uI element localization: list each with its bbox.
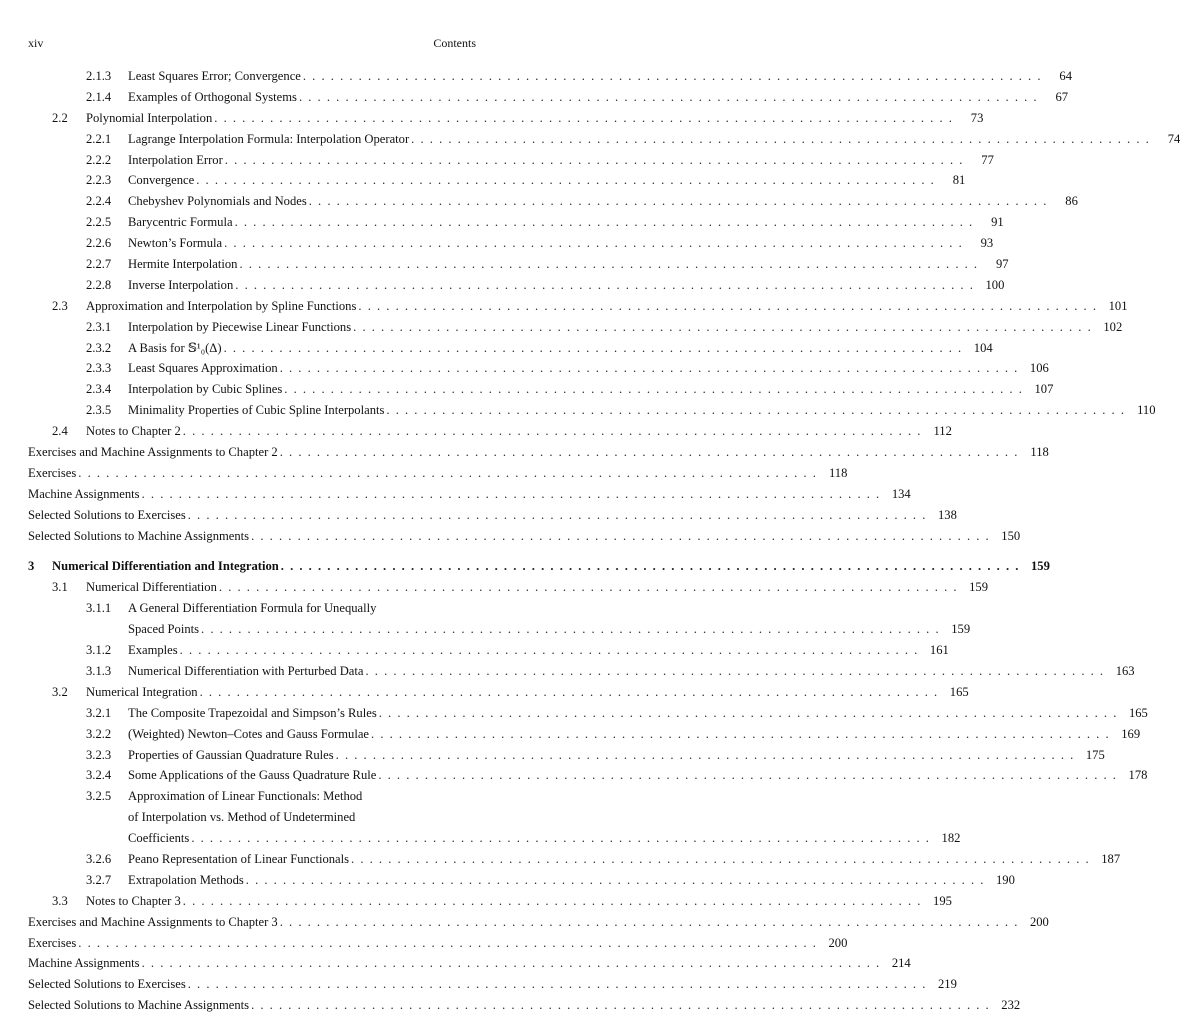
toc-entry-body — [128, 724, 1141, 745]
toc-entry-title: Approximation and Interpolation by Spline Functions — [86, 298, 357, 313]
toc-entry-body — [86, 682, 969, 703]
toc-page-number: 67 — [1055, 89, 1069, 104]
toc-entry — [28, 212, 1004, 233]
toc-page-number: 97 — [995, 257, 1009, 272]
dot-leader: . . . . . . . . . . . . . . . . . . . . . . . . . . . . . . . . . . . . . . . . . . . . . . . . . . . . . . . . . . . . . . . . . . . . . . . . . . . . . . . . — [179, 643, 919, 658]
toc-page-number: 104 — [973, 340, 993, 355]
toc-entry-number: 3.2.3 — [86, 747, 112, 762]
toc-entry-number: 2.2 — [52, 110, 68, 125]
toc-entry-title: A Basis for 𝕊¹₀(Δ) — [128, 340, 222, 355]
dot-leader: . . . . . . . . . . . . . . . . . . . . . . . . . . . . . . . . . . . . . . . . . . . . . . . . . . . . . . . . . . . . . . . . . . . . . . . . . . . . . . . . — [378, 705, 1118, 720]
dot-leader: . . . . . . . . . . . . . . . . . . . . . . . . . . . . . . . . . . . . . . . . . . . . . . . . . . . . . . . . . . . . . . . . . . . . . . . . . . . . . . . . — [302, 69, 1042, 83]
dot-leader: . . . . . . . . . . . . . . . . . . . . . . . . . . . . . . . . . . . . . . . . . . . . . . . . . . . . . . . . . . . . . . . . . . . . . . . . . . . . . . . . — [182, 424, 922, 439]
toc-entry — [28, 379, 1054, 400]
toc-back-matter-item — [28, 995, 1021, 1016]
dot-leader: . . . . . . . . . . . . . . . . . . . . . . . . . . . . . . . . . . . . . . . . . . . . . . . . . . . . . . . . . . . . . . . . . . . . . . . . . . . . . . . . — [199, 684, 939, 699]
dot-leader: . . . . . . . . . . . . . . . . . . . . . . . . . . . . . . . . . . . . . . . . . . . . . . . . . . . . . . . . . . . . . . . . . . . . . . . . . . . . . . . . — [245, 872, 985, 887]
dot-leader: . . . . . . . . . . . . . . . . . . . . . . . . . . . . . . . . . . . . . . . . . . . . . . . . . . . . . . . . . . . . . . . . . . . . . . . . . . . . . . . . — [201, 622, 941, 637]
toc-entry-body — [128, 87, 1069, 108]
toc-page-number: 161 — [929, 643, 949, 658]
toc-entry-body — [128, 150, 994, 171]
toc-page-number: 200 — [828, 935, 848, 950]
toc-entry-title: A General Differentiation Formula for Unequally — [128, 601, 377, 616]
toc-back-matter-item — [28, 484, 911, 505]
toc-entry-number: 3.2.6 — [86, 851, 112, 866]
toc-entry-number: 2.2.3 — [86, 173, 112, 188]
toc-entry-title: The Composite Trapezoidal and Simpson’s Rules — [128, 705, 377, 720]
toc-page-number: 219 — [937, 977, 957, 992]
dot-leader: . . . . . . . . . . . . . . . . . . . . . . . . . . . . . . . . . . . . . . . . . . . . . . . . . . . . . . . . . . . . . . . . . . . . . . . . . . . . . . . . — [371, 726, 1111, 741]
toc-page-number: 187 — [1101, 851, 1121, 866]
dot-leader: . . . . . . . . . . . . . . . . . . . . . . . . . . . . . . . . . . . . . . . . . . . . . . . . . . . . . . . . . . . . . . . . . . . . . . . . . . . . . . . . — [280, 559, 1020, 574]
toc-entry — [28, 400, 1156, 421]
toc-entry — [28, 296, 1128, 317]
toc-entry-title: Spaced Points — [128, 622, 200, 637]
toc-page-number: 232 — [1001, 998, 1021, 1013]
toc-back-matter-item — [28, 526, 1021, 547]
toc-entry-number: 2.3.1 — [86, 319, 112, 334]
dot-leader: . . . . . . . . . . . . . . . . . . . . . . . . . . . . . . . . . . . . . . . . . . . . . . . . . . . . . . . . . . . . . . . . . . . . . . . . . . . . . . . . — [298, 89, 1039, 104]
toc-entry — [28, 254, 1009, 275]
toc-entry-body — [128, 745, 1105, 766]
toc-entry-body — [128, 786, 961, 849]
toc-back-matter-item — [28, 463, 848, 484]
toc-page-number: 106 — [1029, 361, 1049, 376]
toc-entry-title: Numerical Differentiation and Integration — [52, 559, 279, 574]
toc-entry-body — [128, 703, 1148, 724]
toc-page-number: 195 — [933, 893, 952, 908]
toc-page-number: 175 — [1085, 747, 1105, 762]
toc-entry — [28, 150, 994, 171]
toc-entry-body — [128, 129, 1180, 150]
toc-entry — [28, 745, 1105, 766]
dot-leader: . . . . . . . . . . . . . . . . . . . . . . . . . . . . . . . . . . . . . . . . . . . . . . . . . . . . . . . . . . . . . . . . . . . . . . . . . . . . . . . . — [214, 110, 954, 125]
toc-entry-title: Exercises and Machine Assignments to Chapter 2 — [28, 445, 278, 460]
dot-leader: . . . . . . . . . . . . . . . . . . . . . . . . . . . . . . . . . . . . . . . . . . . . . . . . . . . . . . . . . . . . . . . . . . . . . . . . . . . . . . . . — [335, 747, 1075, 762]
toc-page-number: 159 — [951, 622, 971, 637]
toc-entry-title: Exercises — [28, 465, 77, 480]
running-head: Contents — [433, 36, 476, 50]
toc-entry — [28, 275, 1005, 296]
toc-entry-body — [128, 849, 1121, 870]
toc-page-number: 100 — [985, 277, 1005, 292]
toc-back-matter-item — [28, 505, 957, 526]
toc-entry — [28, 170, 966, 191]
toc-entry-number: 2.3.3 — [86, 361, 112, 376]
toc-entry-number: 3.1.3 — [86, 663, 112, 678]
toc-entry-number: 2.3.2 — [86, 340, 112, 355]
toc-page-number: 112 — [933, 424, 952, 439]
toc-entry-body — [128, 598, 971, 640]
toc-entry-title: Coefficients — [128, 831, 190, 846]
toc-page-number: 64 — [1059, 69, 1072, 83]
toc-page-number: 118 — [1030, 445, 1049, 460]
toc-entry-number: 2.2.6 — [86, 236, 112, 251]
toc-entry — [28, 358, 1049, 379]
dot-leader: . . . . . . . . . . . . . . . . . . . . . . . . . . . . . . . . . . . . . . . . . . . . . . . . . . . . . . . . . . . . . . . . . . . . . . . . . . . . . . . . — [141, 486, 881, 501]
toc-entry-number: 3.2.2 — [86, 726, 112, 741]
dot-leader: . . . . . . . . . . . . . . . . . . . . . . . . . . . . . . . . . . . . . . . . . . . . . . . . . . . . . . . . . . . . . . . . . . . . . . . . . . . . . . . . — [353, 319, 1093, 334]
toc-page-number: 165 — [1128, 705, 1148, 720]
toc-entry-body — [128, 212, 1004, 233]
toc-entry-title: Examples of Orthogonal Systems — [128, 89, 297, 104]
toc-entry — [28, 108, 984, 129]
toc-entry-body — [52, 556, 1050, 577]
toc-back-matter-item — [28, 912, 1049, 933]
toc-entry-title: Exercises — [28, 935, 77, 950]
toc-entry-body — [128, 191, 1078, 212]
toc-entry-number: 2.1.4 — [86, 89, 112, 104]
page-header — [28, 36, 476, 52]
toc-entry-number: 2.3.4 — [86, 382, 112, 397]
toc-page-number: 214 — [891, 956, 911, 971]
toc-entry-title: Convergence — [128, 173, 195, 188]
toc-entry — [28, 66, 1072, 87]
toc-entry-title: Interpolation Error — [128, 152, 223, 167]
dot-leader: . . . . . . . . . . . . . . . . . . . . . . . . . . . . . . . . . . . . . . . . . . . . . . . . . . . . . . . . . . . . . . . . . . . . . . . . . . . . . . . . — [78, 935, 818, 950]
toc-entry-number: 3.2.5 — [86, 789, 112, 804]
dot-leader: . . . . . . . . . . . . . . . . . . . . . . . . . . . . . . . . . . . . . . . . . . . . . . . . . . . . . . . . . . . . . . . . . . . . . . . . . . . . . . . . — [251, 998, 991, 1013]
toc-entry-title: Polynomial Interpolation — [86, 110, 213, 125]
dot-leader: . . . . . . . . . . . . . . . . . . . . . . . . . . . . . . . . . . . . . . . . . . . . . . . . . . . . . . . . . . . . . . . . . . . . . . . . . . . . . . . . — [365, 663, 1105, 678]
toc-entry-title: Machine Assignments — [28, 486, 140, 501]
toc-page-number: 200 — [1029, 914, 1049, 929]
table-of-contents — [28, 66, 1180, 1016]
toc-entry-title: Examples — [128, 643, 178, 658]
toc-entry-title: Selected Solutions to Exercises — [28, 507, 186, 522]
dot-leader: . . . . . . . . . . . . . . . . . . . . . . . . . . . . . . . . . . . . . . . . . . . . . . . . . . . . . . . . . . . . . . . . . . . . . . . . . . . . . . . . — [279, 445, 1019, 460]
toc-entry-number: 3.1.2 — [86, 643, 112, 658]
toc-page-number: 101 — [1108, 298, 1128, 313]
dot-leader: . . . . . . . . . . . . . . . . . . . . . . . . . . . . . . . . . . . . . . . . . . . . . . . . . . . . . . . . . . . . . . . . . . . . . . . . . . . . . . . . — [187, 507, 927, 522]
toc-page-number: 165 — [949, 684, 969, 699]
toc-entry-title: Barycentric Formula — [128, 215, 233, 230]
toc-entry-body — [128, 254, 1009, 275]
toc-chapter — [28, 556, 1050, 577]
toc-entry-number: 3.2.1 — [86, 705, 112, 720]
toc-entry — [28, 661, 1135, 682]
toc-entry — [28, 87, 1069, 108]
toc-entry-number: 3.2 — [52, 684, 68, 699]
toc-entry-title: Chebyshev Polynomials and Nodes — [128, 194, 307, 209]
toc-entry-number: 2.2.1 — [86, 131, 112, 146]
toc-entry-title: Least Squares Error; Convergence — [128, 69, 301, 83]
toc-entry-number: 3.1 — [52, 580, 68, 595]
toc-entry-number: 2.4 — [52, 424, 68, 439]
dot-leader: . . . . . . . . . . . . . . . . . . . . . . . . . . . . . . . . . . . . . . . . . . . . . . . . . . . . . . . . . . . . . . . . . . . . . . . . . . . . . . . . — [218, 580, 959, 595]
toc-entry-number: 2.2.8 — [86, 277, 112, 292]
toc-entry-body — [128, 640, 949, 661]
dot-leader: . . . . . . . . . . . . . . . . . . . . . . . . . . . . . . . . . . . . . . . . . . . . . . . . . . . . . . . . . . . . . . . . . . . . . . . . . . . . . . . . — [378, 768, 1118, 783]
toc-entry-number: 2.3.5 — [86, 403, 112, 418]
toc-entry-body — [128, 400, 1156, 421]
dot-leader: . . . . . . . . . . . . . . . . . . . . . . . . . . . . . . . . . . . . . . . . . . . . . . . . . . . . . . . . . . . . . . . . . . . . . . . . . . . . . . . . — [308, 194, 1048, 209]
toc-entry-number: 2.2.4 — [86, 194, 112, 209]
toc-page-number: 118 — [828, 465, 848, 480]
toc-back-matter-item — [28, 933, 848, 954]
toc-page-number: 74 — [1167, 131, 1180, 146]
toc-entry-title: Lagrange Interpolation Formula: Interpolation Operator — [128, 131, 410, 146]
dot-leader: . . . . . . . . . . . . . . . . . . . . . . . . . . . . . . . . . . . . . . . . . . . . . . . . . . . . . . . . . . . . . . . . . . . . . . . . . . . . . . . . — [182, 893, 922, 908]
dot-leader: . . . . . . . . . . . . . . . . . . . . . . . . . . . . . . . . . . . . . . . . . . . . . . . . . . . . . . . . . . . . . . . . . . . . . . . . . . . . . . . . — [279, 361, 1019, 376]
toc-back-matter-item — [28, 974, 957, 995]
toc-entry-title: Interpolation by Piecewise Linear Functions — [128, 319, 352, 334]
toc-page-number: 91 — [991, 215, 1004, 230]
toc-page-number: 178 — [1128, 768, 1148, 783]
toc-entry — [28, 870, 1015, 891]
toc-entry-title: Selected Solutions to Machine Assignments — [28, 528, 250, 543]
toc-entry — [28, 724, 1141, 745]
dot-leader: . . . . . . . . . . . . . . . . . . . . . . . . . . . . . . . . . . . . . . . . . . . . . . . . . . . . . . . . . . . . . . . . . . . . . . . . . . . . . . . . — [196, 173, 936, 188]
toc-entry — [28, 598, 971, 640]
toc-page-number: 150 — [1001, 528, 1021, 543]
toc-entry-title: Approximation of Linear Functionals: Method — [128, 789, 363, 804]
toc-back-matter-item — [28, 953, 911, 974]
toc-entry-title: Inverse Interpolation — [128, 277, 234, 292]
toc-entry-title: Selected Solutions to Exercises — [28, 977, 186, 992]
toc-page-number: 107 — [1034, 382, 1054, 397]
toc-entry-body — [128, 170, 966, 191]
toc-entry-title: Notes to Chapter 2 — [86, 424, 181, 439]
toc-entry-number: 2.1.3 — [86, 69, 112, 83]
toc-entry-number: 3.2.4 — [86, 768, 112, 783]
toc-entry-body — [128, 379, 1054, 400]
toc-entry — [28, 765, 1148, 786]
toc-entry-body — [128, 338, 993, 359]
toc-entry-body — [128, 358, 1049, 379]
toc-entry — [28, 891, 952, 912]
toc-entry-number: 2.2.7 — [86, 257, 112, 272]
toc-entry-body — [128, 66, 1072, 87]
toc-page-number: 102 — [1103, 319, 1123, 334]
toc-entry-body — [86, 108, 984, 129]
toc-entry-body — [128, 317, 1123, 338]
toc-page-number: 159 — [1031, 559, 1050, 574]
toc-entry — [28, 129, 1180, 150]
toc-entry-title: of Interpolation vs. Method of Undetermined — [128, 810, 356, 825]
dot-leader: . . . . . . . . . . . . . . . . . . . . . . . . . . . . . . . . . . . . . . . . . . . . . . . . . . . . . . . . . . . . . . . . . . . . . . . . . . . . . . . . — [351, 851, 1091, 866]
toc-entry-title: Properties of Gaussian Quadrature Rules — [128, 747, 334, 762]
toc-entry — [28, 849, 1121, 870]
page-number: xiv — [28, 36, 44, 50]
dot-leader: . . . . . . . . . . . . . . . . . . . . . . . . . . . . . . . . . . . . . . . . . . . . . . . . . . . . . . . . . . . . . . . . . . . . . . . . . . . . . . . . — [191, 831, 931, 846]
dot-leader: . . . . . . . . . . . . . . . . . . . . . . . . . . . . . . . . . . . . . . . . . . . . . . . . . . . . . . . . . . . . . . . . . . . . . . . . . . . . . . . . — [234, 215, 974, 230]
toc-page-number: 93 — [980, 236, 994, 251]
toc-entry-body — [128, 233, 994, 254]
toc-entry-title: (Weighted) Newton–Cotes and Gauss Formulae — [128, 726, 370, 741]
toc-entry-title: Newton’s Formula — [128, 236, 223, 251]
toc-entry-body — [28, 463, 848, 484]
toc-page-number: 81 — [952, 173, 966, 188]
dot-leader: . . . . . . . . . . . . . . . . . . . . . . . . . . . . . . . . . . . . . . . . . . . . . . . . . . . . . . . . . . . . . . . . . . . . . . . . . . . . . . . . — [358, 298, 1098, 313]
toc-entry-number: 3.1.1 — [86, 601, 112, 616]
dot-leader: . . . . . . . . . . . . . . . . . . . . . . . . . . . . . . . . . . . . . . . . . . . . . . . . . . . . . . . . . . . . . . . . . . . . . . . . . . . . . . . . — [224, 152, 964, 167]
dot-leader: . . . . . . . . . . . . . . . . . . . . . . . . . . . . . . . . . . . . . . . . . . . . . . . . . . . . . . . . . . . . . . . . . . . . . . . . . . . . . . . . — [235, 277, 975, 292]
toc-entry-body — [28, 933, 848, 954]
toc-page-number: 73 — [970, 110, 984, 125]
toc-entry-title: Selected Solutions to Machine Assignments — [28, 998, 250, 1013]
dot-leader: . . . . . . . . . . . . . . . . . . . . . . . . . . . . . . . . . . . . . . . . . . . . . . . . . . . . . . . . . . . . . . . . . . . . . . . . . . . . . . . . — [141, 956, 881, 971]
toc-entry-body — [128, 661, 1135, 682]
toc-entry-body — [28, 442, 1049, 463]
toc-page-number: 190 — [996, 872, 1015, 887]
toc-entry-number: 2.2.2 — [86, 152, 112, 167]
toc-entry-title: Numerical Differentiation with Perturbed Data — [128, 663, 364, 678]
toc-back-matter-item — [28, 442, 1049, 463]
toc-entry — [28, 191, 1078, 212]
toc-entry — [28, 577, 989, 598]
toc-entry — [28, 703, 1148, 724]
toc-entry-number: 2.2.5 — [86, 215, 112, 230]
toc-entry-number: 3.3 — [52, 893, 68, 908]
dot-leader: . . . . . . . . . . . . . . . . . . . . . . . . . . . . . . . . . . . . . . . . . . . . . . . . . . . . . . . . . . . . . . . . . . . . . . . . . . . . . . . . — [284, 382, 1024, 397]
toc-entry-body — [128, 765, 1148, 786]
toc-entry-title: Minimality Properties of Cubic Spline Interpolants — [128, 403, 385, 418]
dot-leader: . . . . . . . . . . . . . . . . . . . . . . . . . . . . . . . . . . . . . . . . . . . . . . . . . . . . . . . . . . . . . . . . . . . . . . . . . . . . . . . . — [224, 236, 964, 251]
toc-entry — [28, 421, 952, 442]
toc-page-number: 163 — [1115, 663, 1135, 678]
toc-entry — [28, 786, 961, 849]
toc-entry-title: Least Squares Approximation — [128, 361, 278, 376]
toc-entry-title: Numerical Differentiation — [86, 580, 217, 595]
toc-page-number: 86 — [1065, 194, 1078, 209]
toc-entry-body — [28, 912, 1049, 933]
toc-entry-body — [86, 891, 952, 912]
toc-entry-body — [28, 953, 911, 974]
toc-page-number: 134 — [891, 486, 911, 501]
dot-leader: . . . . . . . . . . . . . . . . . . . . . . . . . . . . . . . . . . . . . . . . . . . . . . . . . . . . . . . . . . . . . . . . . . . . . . . . . . . . . . . . — [251, 528, 991, 543]
toc-entry — [28, 338, 993, 359]
toc-entry — [28, 317, 1123, 338]
toc-entry-body — [128, 275, 1005, 296]
toc-entry-title: Some Applications of the Gauss Quadrature Rule — [128, 768, 377, 783]
dot-leader: . . . . . . . . . . . . . . . . . . . . . . . . . . . . . . . . . . . . . . . . . . . . . . . . . . . . . . . . . . . . . . . . . . . . . . . . . . . . . . . . — [78, 465, 818, 480]
toc-entry-body — [128, 870, 1015, 891]
toc-page-number: 159 — [969, 580, 989, 595]
toc-entry-body — [28, 484, 911, 505]
toc-entry-body — [28, 505, 957, 526]
toc-entry-title: Interpolation by Cubic Splines — [128, 382, 283, 397]
toc-entry — [28, 233, 994, 254]
toc-entry-body — [86, 296, 1128, 317]
toc-entry-body — [28, 974, 957, 995]
toc-entry — [28, 640, 949, 661]
toc-entry-title: Numerical Integration — [86, 684, 198, 699]
toc-page-number: 138 — [937, 507, 957, 522]
toc-entry-title: Peano Representation of Linear Functionals — [128, 851, 350, 866]
toc-entry-title: Machine Assignments — [28, 956, 140, 971]
toc-entry-title: Extrapolation Methods — [128, 872, 244, 887]
dot-leader: . . . . . . . . . . . . . . . . . . . . . . . . . . . . . . . . . . . . . . . . . . . . . . . . . . . . . . . . . . . . . . . . . . . . . . . . . . . . . . . . — [386, 403, 1126, 418]
dot-leader: . . . . . . . . . . . . . . . . . . . . . . . . . . . . . . . . . . . . . . . . . . . . . . . . . . . . . . . . . . . . . . . . . . . . . . . . . . . . . . . . — [223, 340, 963, 355]
dot-leader: . . . . . . . . . . . . . . . . . . . . . . . . . . . . . . . . . . . . . . . . . . . . . . . . . . . . . . . . . . . . . . . . . . . . . . . . . . . . . . . . — [239, 257, 979, 272]
toc-page-number: 169 — [1121, 726, 1141, 741]
toc-entry-body — [28, 526, 1021, 547]
toc-entry-body — [28, 995, 1021, 1016]
toc-entry-title: Hermite Interpolation — [128, 257, 238, 272]
toc-entry-title: Notes to Chapter 3 — [86, 893, 181, 908]
toc-entry-number: 3 — [28, 559, 35, 574]
toc-entry — [28, 682, 969, 703]
toc-entry-body — [86, 577, 989, 598]
toc-entry-body — [86, 421, 952, 442]
dot-leader: . . . . . . . . . . . . . . . . . . . . . . . . . . . . . . . . . . . . . . . . . . . . . . . . . . . . . . . . . . . . . . . . . . . . . . . . . . . . . . . . — [187, 977, 927, 992]
toc-entry-number: 2.3 — [52, 298, 68, 313]
dot-leader: . . . . . . . . . . . . . . . . . . . . . . . . . . . . . . . . . . . . . . . . . . . . . . . . . . . . . . . . . . . . . . . . . . . . . . . . . . . . . . . . — [411, 131, 1151, 146]
toc-page-number: 182 — [941, 831, 961, 846]
toc-page-number: 77 — [981, 152, 994, 167]
dot-leader: . . . . . . . . . . . . . . . . . . . . . . . . . . . . . . . . . . . . . . . . . . . . . . . . . . . . . . . . . . . . . . . . . . . . . . . . . . . . . . . . — [279, 914, 1019, 929]
toc-page-number: 110 — [1137, 403, 1156, 418]
toc-entry-number: 3.2.7 — [86, 872, 112, 887]
toc-entry-title: Exercises and Machine Assignments to Chapter 3 — [28, 914, 278, 929]
